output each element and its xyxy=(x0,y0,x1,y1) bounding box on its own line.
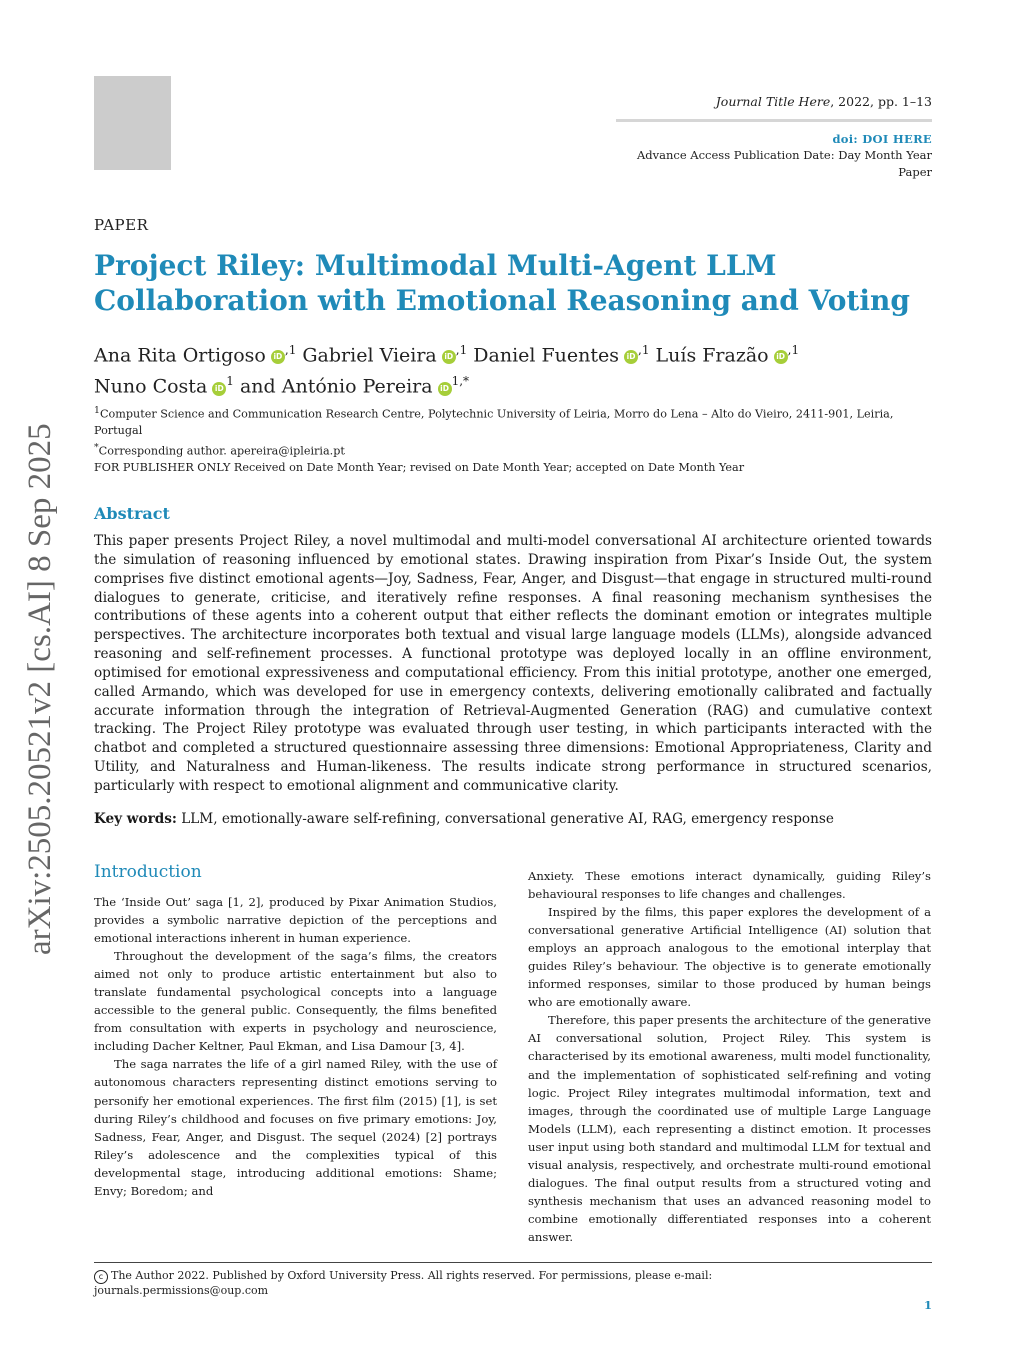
paragraph: Inspired by the films, this paper explores the development of a conversational generative Artificial Intelligence (AI) solution that employs an approach analogous to the emotional interplay that guides Riley’s behaviour. The objective is to generate emotionally informed responses, similar to those produced by human beings who are emotionally aware. xyxy=(528,905,931,1010)
permissions-email[interactable]: journals.permissions@oup.com xyxy=(94,1284,269,1297)
author-name: Luís Frazão xyxy=(655,344,769,367)
author-name: Daniel Fuentes xyxy=(473,344,620,367)
corresponding-mark: * xyxy=(94,441,99,453)
paragraph: The saga narrates the life of a girl named Riley, with the use of autonomous characters representing distinct emotions serving to personify her emotional experiences. The first film (2015) [1], is set during Riley’s childhood and focuses on five primary emotions: Joy, Sadness, Fear, Anger, and Disgust. The sequel (2024) [2] portrays Riley’s adolescence and the complexities typical of this developmental stage, introducing additional emotions: Shame; Envy; Boredom; and xyxy=(94,1057,497,1198)
orcid-icon[interactable]: iD xyxy=(271,350,285,364)
author-list xyxy=(94,337,934,400)
keywords-text: LLM, emotionally-aware self-refining, conversational generative AI, RAG, emergency response xyxy=(181,811,834,827)
author-affiliation-mark: ,1 xyxy=(638,343,650,357)
corresponding-author xyxy=(94,440,934,460)
corresponding-text: Corresponding author. apereira@ipleiria.pt xyxy=(98,444,345,458)
publisher-dates: FOR PUBLISHER ONLY Received on Date Month Year; revised on Date Month Year; accepted on Date Month Year xyxy=(94,460,745,474)
abstract-heading: Abstract xyxy=(94,504,170,523)
keywords-label: Key words: xyxy=(94,811,177,827)
right-column xyxy=(528,867,931,1246)
copyright-text: The Author 2022. Published by Oxford University Press. All rights reserved. For permissions, please e-mail: xyxy=(111,1269,713,1282)
page-number: 1 xyxy=(923,1298,932,1312)
orcid-icon[interactable]: iD xyxy=(212,382,226,396)
journal-pages: , 2022, pp. 1–13 xyxy=(830,94,932,109)
author-conjunction: and xyxy=(239,375,276,398)
footer-rule xyxy=(94,1262,932,1263)
author-affiliation-mark: ,1 xyxy=(284,343,297,357)
affiliation-mark: 1 xyxy=(94,405,100,416)
keywords xyxy=(94,811,932,827)
doi-link[interactable]: doi: DOI HERE xyxy=(832,132,932,146)
journal-logo-placeholder xyxy=(94,76,171,170)
author-name: Gabriel Vieira xyxy=(302,344,437,367)
paper-title: Project Riley: Multimodal Multi-Agent LLM Collaboration with Emotional Reasoning and Voting xyxy=(94,249,910,317)
paragraph: Throughout the development of the saga’s films, the creators aimed not only to produce artistic entertainment but also to translate fundamental psychological concepts into a language accessible to the general public. Consequently, the films benefited from consultation with experts in psychology and neuroscience, including Dacher Keltner, Paul Ekman, and Lisa Damour [3, 4]. xyxy=(94,949,497,1054)
copyright-icon: c xyxy=(94,1270,108,1284)
orcid-icon[interactable]: iD xyxy=(442,350,456,364)
footer-copyright xyxy=(94,1269,934,1298)
section-heading-introduction: Introduction xyxy=(94,862,202,882)
author-affiliation-mark: 1,* xyxy=(451,374,470,389)
author-name: António Pereira xyxy=(281,375,433,398)
left-column xyxy=(94,893,497,1200)
orcid-icon[interactable]: iD xyxy=(624,350,638,364)
author-affiliation-mark: ,1 xyxy=(455,343,468,357)
arxiv-stamp: arXiv:2505.20521v2 [cs.AI] 8 Sep 2025 xyxy=(22,423,58,955)
journal-citation xyxy=(716,94,932,109)
header-rule xyxy=(616,119,932,122)
abstract-text: This paper presents Project Riley, a novel multimodal and multi-model conversational AI architecture oriented towards the simulation of reasoning influenced by emotional states. Drawing inspiration from Pixar’s Inside Out, the system comprises five distinct emotional agents—Joy, Sadness, Fear, Anger, and Disgust—that engage in structured multi-round dialogues to generate, criticise, and iteratively refine responses. A final reasoning mechanism synthesises the contributions of these agents into a coherent output that either reflects the dominant emotion or integrates multiple perspectives. The architecture incorporates both textual and visual large language models (LLMs), alongside advanced reasoning and self-refinement processes. A functional prototype was deployed locally in an offline environment, optimised for emotional expressiveness and computational efficiency. From this initial prototype, another one emerged, called Armando, which was developed for use in emergency contexts, delivering emotionally calibrated and factually accurate information through the integration of Retrieval-Augmented Generation (RAG) and cumulative context tracking. The Project Riley prototype was evaluated through user testing, in which participants interacted with the chatbot and completed a structured questionnaire assessing three dimensions: Emotional Appropriateness, Clarity and Utility, and Naturalness and Human-likeness. The results indicate strong performance in structured scenarios, particularly with respect to emotional alignment and communicative clarity. xyxy=(94,533,932,794)
paragraph: The ‘Inside Out’ saga [1, 2], produced by Pixar Animation Studios, provides a symbolic narrative depiction of the perceptions and emotional interactions inherent in human experience. xyxy=(94,895,497,946)
author-name: Ana Rita Ortigoso xyxy=(94,344,266,367)
journal-title: Journal Title Here xyxy=(715,94,831,109)
paragraph: Anxiety. These emotions interact dynamically, guiding Riley’s behavioural responses to life changes and challenges. xyxy=(528,869,931,902)
author-name: Nuno Costa xyxy=(94,375,208,398)
advance-access-date: Advance Access Publication Date: Day Month Year xyxy=(636,148,932,162)
orcid-icon[interactable]: iD xyxy=(438,382,452,396)
author-affiliation-mark: 1 xyxy=(226,374,234,389)
affiliation-1 xyxy=(94,403,934,440)
affiliations xyxy=(94,403,934,476)
article-type: Paper xyxy=(898,165,932,179)
affiliation-text: Computer Science and Communication Research Centre, Polytechnic University of Leiria, Morro do Lena – Alto do Vieiro, 2411-901, Leiria, Portugal xyxy=(94,407,894,438)
orcid-icon[interactable]: iD xyxy=(774,350,788,364)
author-affiliation-mark: ,1 xyxy=(787,343,800,357)
paragraph: Therefore, this paper presents the architecture of the generative AI conversational solution, Project Riley. This system is characterised by its emotional awareness, multi model functionality, and the implementation of sophisticated self-refining and voting logic. Project Riley integrates multimodal information, text and images, through the coordinated use of multiple Large Language Models (LLM), each representing a distinct emotion. It processes user input using both standard and multimodal LLM for textual and visual analysis, respectively, and orchestrate multi-round emotional dialogues. The final output results from a structured voting and synthesis mechanism that uses an advanced reasoning model to combine emotionally differentiated responses into a coherent answer. xyxy=(528,1013,931,1244)
paper-label: PAPER xyxy=(94,216,149,234)
